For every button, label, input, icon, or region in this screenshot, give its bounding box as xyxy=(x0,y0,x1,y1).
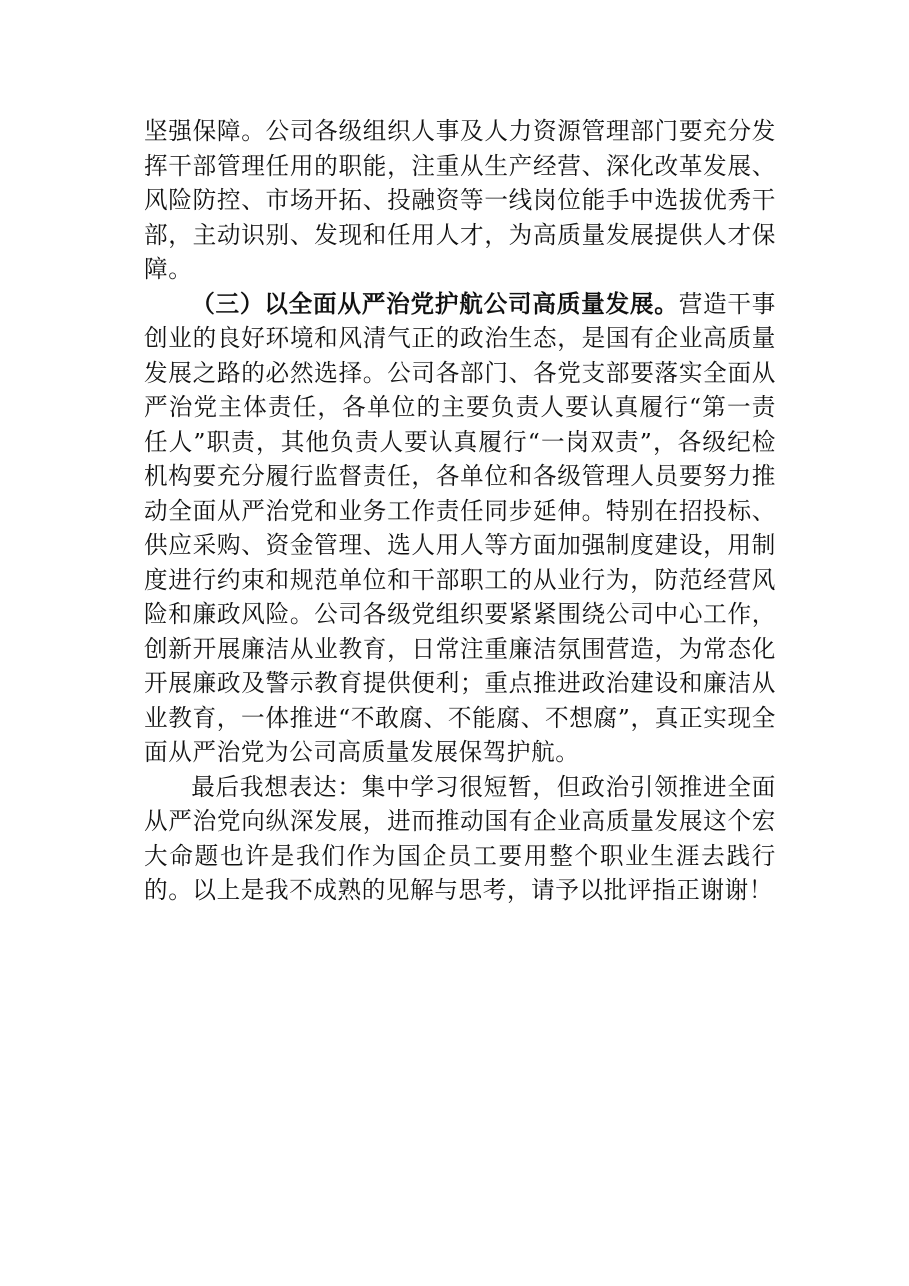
paragraph-text: 营造干事创业的良好环境和风清气正的政治生态，是国有企业高质量发展之路的必然选择。公司各部门、各党支部要落实全面从严治党主体责任，各单位的主要负责人要认真履行“第一责任人”职责，其他负责人要认真履行“一岗双责”，各级纪检机构要充分履行监督责任，各单位和各级管理人员要努力推动全面从严治党和业务工作责任同步延伸。特别在招投标、供应采购、资金管理、选人用人等方面加强制度建设，用制度进行约束和规范单位和干部职工的从业行为，防范经营风险和廉政风险。公司各级党组织要紧紧围绕公司中心工作，创新开展廉洁从业教育，日常注重廉洁氛围营造，为常态化开展廉政及警示教育提供便利；重点推进政治建设和廉洁从业教育，一体推进“不敢腐、不能腐、不想腐”，真正实现全面从严治党为公司高质量发展保驾护航。 xyxy=(144,289,777,766)
document-body xyxy=(144,114,776,908)
paragraph-closing xyxy=(144,770,776,908)
paragraph-continuation xyxy=(144,114,776,287)
paragraph-text: 坚强保障。公司各级组织人事及人力资源管理部门要充分发挥干部管理任用的职能，注重从生产经营、深化改革发展、风险防控、市场开拓、投融资等一线岗位能手中选拔优秀干部，主动识别、发现和任用人才，为高质量发展提供人才保障。 xyxy=(144,117,776,283)
section-heading: （三）以全面从严治党护航公司高质量发展。 xyxy=(191,289,679,318)
paragraph-section-three xyxy=(144,287,776,770)
paragraph-text: 最后我想表达：集中学习很短暂，但政治引领推进全面从严治党向纵深发展，进而推动国有企业高质量发展这个宏大命题也许是我们作为国企员工要用整个职业生涯去践行的。以上是我不成熟的见解与思考，请予以批评指正谢谢！ xyxy=(144,772,776,904)
